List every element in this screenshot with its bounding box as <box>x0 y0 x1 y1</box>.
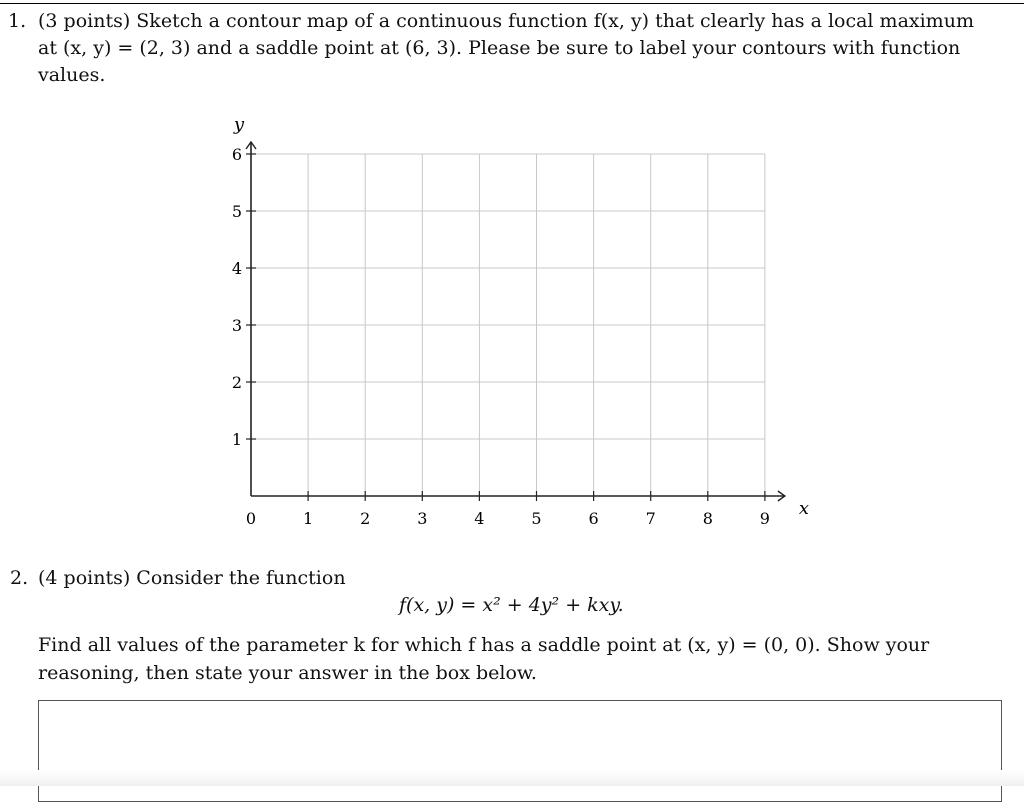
question-1-line-1: (3 points) Sketch a contour map of a continuous function f(x, y) that clearly has a local maximum <box>38 10 974 32</box>
x-tick-label: 3 <box>417 509 428 528</box>
x-tick-label: 4 <box>474 509 485 528</box>
y-tick-label: 4 <box>231 259 243 278</box>
question-2-intro-text: (4 points) Consider the function <box>38 567 346 589</box>
y-tick-label: 6 <box>231 145 243 164</box>
x-tick-label: 7 <box>645 509 656 528</box>
grid-lines <box>251 154 765 496</box>
question-1-number: 1. <box>8 10 27 32</box>
question-2-line-1: Find all values of the parameter k for which f has a saddle point at (x, y) = (0, 0). Show your <box>38 634 930 656</box>
y-axis-label: y <box>233 114 245 135</box>
x-axis-label: x <box>798 498 810 519</box>
x-tick-label: 2 <box>360 509 371 528</box>
y-tick-label: 5 <box>231 202 243 221</box>
answer-box[interactable] <box>38 700 1002 802</box>
x-tick-label: 1 <box>303 509 314 528</box>
y-tick-label: 1 <box>231 430 243 449</box>
x-tick-label: 0 <box>245 509 257 528</box>
question-2-formula: f(x, y) = x² + 4y² + kxy. <box>399 594 624 616</box>
question-1-line-2: at (x, y) = (2, 3) and a saddle point at (6, 3). Please be sure to label your contours with function <box>38 37 961 59</box>
x-tick-label: 6 <box>588 509 599 528</box>
x-tick-label: 9 <box>759 509 770 528</box>
question-2-body <box>38 631 1002 687</box>
question-2-intro <box>10 565 346 592</box>
ticks <box>232 145 770 528</box>
x-tick-label: 5 <box>531 509 542 528</box>
y-tick-label: 3 <box>231 316 243 335</box>
question-1-line-3: values. <box>38 64 106 86</box>
question-2-number: 2. <box>10 567 29 589</box>
bottom-edge <box>0 770 1024 786</box>
x-tick-label: 8 <box>702 509 713 528</box>
y-tick-label: 2 <box>231 373 243 392</box>
axes <box>246 142 785 501</box>
question-2-line-2: reasoning, then state your answer in the box below. <box>38 662 537 684</box>
